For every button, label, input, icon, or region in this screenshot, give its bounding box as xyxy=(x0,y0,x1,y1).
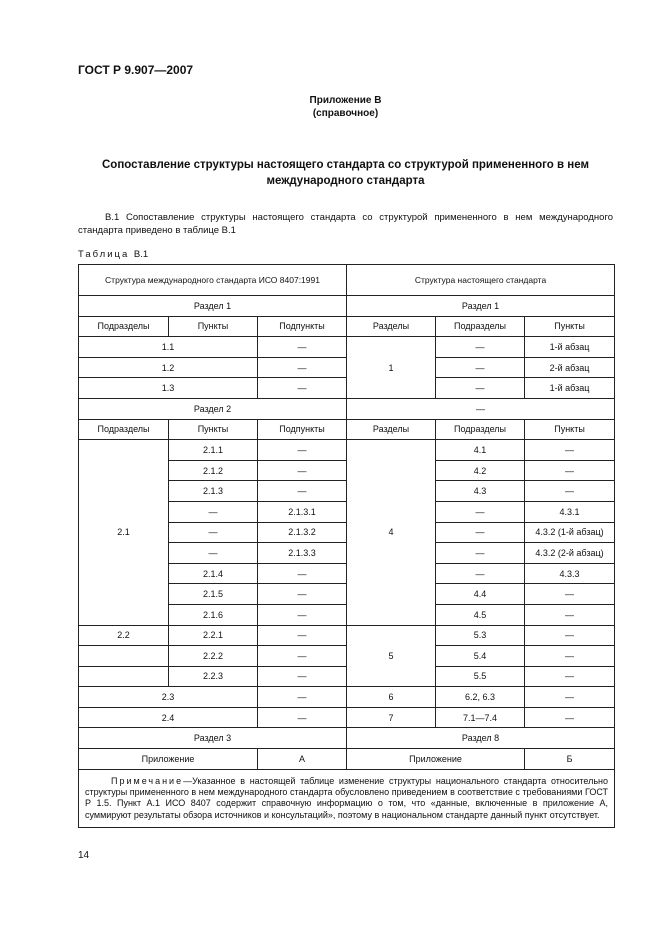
table-row xyxy=(79,625,615,646)
standard-header: ГОСТ Р 9.907—2007 xyxy=(78,63,194,77)
table-cell: 2.1.2 xyxy=(169,460,258,481)
table-cell: — xyxy=(258,625,347,646)
note-text: —Указанное в настоящей таблице изменение структуры национального стандарта относительно структуры примененного в нем международного стандарта обусловлено приведением в соответствие с требованиями ГОСТ Р 1.5. Пункт А.1 ИСО 8407 содержит справочную информацию о том, что «данные, включенные в приложение А, суммируют результаты обзора источников и консультаций», поэтому в национальном стандарте данный пункт отсутствует. xyxy=(85,775,609,820)
header-left: Структура международного стандарта ИСО 8407:1991 xyxy=(79,265,347,296)
section-row xyxy=(79,398,615,419)
section-cell: Раздел 3 xyxy=(79,728,347,749)
column-header: Подразделы xyxy=(79,419,169,440)
table-row xyxy=(79,687,615,708)
appendix-row xyxy=(79,749,615,770)
table-cell: 7 xyxy=(347,707,436,728)
table-cell: 2.1.3.2 xyxy=(258,522,347,543)
table-cell: — xyxy=(258,440,347,461)
table-caption-word: Таблица xyxy=(78,249,130,260)
document-title-line2: международного стандарта xyxy=(266,175,425,187)
table-cell: 4.3.3 xyxy=(525,563,615,584)
table-row xyxy=(79,440,615,461)
table-cell: 1.2 xyxy=(79,357,258,378)
column-header: Разделы xyxy=(347,419,436,440)
appendix-label: Приложение xyxy=(79,749,258,770)
table-cell: 5 xyxy=(347,625,436,687)
table-cell: 1-й абзац xyxy=(525,378,615,399)
table-cell: — xyxy=(525,460,615,481)
column-header-row xyxy=(79,316,615,337)
table-cell: — xyxy=(258,337,347,358)
section-cell: Раздел 2 xyxy=(79,398,347,419)
column-header: Разделы xyxy=(347,316,436,337)
table-header-row xyxy=(79,265,615,296)
table-row xyxy=(79,337,615,358)
table-cell: 4.2 xyxy=(436,460,525,481)
column-header: Подразделы xyxy=(436,419,525,440)
section-row xyxy=(79,296,615,317)
column-header: Пункты xyxy=(525,316,615,337)
table-cell: — xyxy=(258,646,347,667)
table-cell: — xyxy=(525,646,615,667)
table-cell: 5.3 xyxy=(436,625,525,646)
table-cell: — xyxy=(525,707,615,728)
table-cell: — xyxy=(436,357,525,378)
table-cell xyxy=(79,666,169,687)
table-cell: 5.5 xyxy=(436,666,525,687)
section-cell: — xyxy=(347,398,615,419)
table-cell: 4.5 xyxy=(436,604,525,625)
table-cell: 2.2.2 xyxy=(169,646,258,667)
note-prefix: Примечание xyxy=(111,775,184,786)
table-cell: 2.1.6 xyxy=(169,604,258,625)
table-cell: 1 xyxy=(347,337,436,399)
table-cell: 2.1.5 xyxy=(169,584,258,605)
table-cell: — xyxy=(525,604,615,625)
table-cell: 2.4 xyxy=(79,707,258,728)
table-cell: 4.3.2 (1-й абзац) xyxy=(525,522,615,543)
appendix-label: Приложение xyxy=(347,749,525,770)
table-cell: 2.2.3 xyxy=(169,666,258,687)
table-cell: — xyxy=(436,522,525,543)
table-cell: 2.1.3.3 xyxy=(258,543,347,564)
table-note xyxy=(79,769,615,828)
table-cell: 2.1.3.1 xyxy=(258,501,347,522)
header-right: Структура настоящего стандарта xyxy=(347,265,615,296)
table-cell: 2.2 xyxy=(79,625,169,646)
table-cell: — xyxy=(169,501,258,522)
table-cell: 1.3 xyxy=(79,378,258,399)
table-cell: — xyxy=(525,584,615,605)
page-number: 14 xyxy=(78,850,90,861)
column-header-row xyxy=(79,419,615,440)
table-cell: 2.1.1 xyxy=(169,440,258,461)
table-cell xyxy=(79,646,169,667)
column-header: Пункты xyxy=(169,419,258,440)
section-cell: Раздел 8 xyxy=(347,728,615,749)
table-cell: — xyxy=(258,707,347,728)
appendix-letter: А xyxy=(258,749,347,770)
table-cell: — xyxy=(525,687,615,708)
table-cell: — xyxy=(525,625,615,646)
table-cell: — xyxy=(258,460,347,481)
table-cell: 4.3.1 xyxy=(525,501,615,522)
table-cell: — xyxy=(436,337,525,358)
table-cell: 4.1 xyxy=(436,440,525,461)
table-cell: 5.4 xyxy=(436,646,525,667)
table-row xyxy=(79,707,615,728)
table-cell: 2.3 xyxy=(79,687,258,708)
column-header: Пункты xyxy=(169,316,258,337)
annex-title: Приложение В xyxy=(309,95,382,106)
table-cell: 4.4 xyxy=(436,584,525,605)
table-cell: 2.1.4 xyxy=(169,563,258,584)
note-row xyxy=(79,769,615,828)
table-cell: — xyxy=(436,378,525,399)
annex-type: (справочное) xyxy=(312,108,379,119)
document-title-line1: Сопоставление структуры настоящего стандарта со структурой примененного в нем xyxy=(102,159,589,171)
table-cell: — xyxy=(258,584,347,605)
table-cell: 2.1 xyxy=(79,440,169,625)
table-cell: 4 xyxy=(347,440,436,625)
table-cell: — xyxy=(169,543,258,564)
table-cell: — xyxy=(436,543,525,564)
intro-paragraph: В.1 Сопоставление структуры настоящего стандарта со структурой примененного в нем международного стандарта приведено в таблице В.1 xyxy=(78,212,613,236)
table-cell: 2-й абзац xyxy=(525,357,615,378)
table-cell: 1.1 xyxy=(79,337,258,358)
table-cell: — xyxy=(258,481,347,502)
table-cell: — xyxy=(436,501,525,522)
column-header: Пункты xyxy=(525,419,615,440)
table-cell: — xyxy=(258,563,347,584)
table-cell: — xyxy=(436,563,525,584)
section-cell: Раздел 1 xyxy=(347,296,615,317)
table-cell: — xyxy=(258,357,347,378)
column-header: Подразделы xyxy=(436,316,525,337)
table-caption-number: В.1 xyxy=(133,249,149,260)
column-header: Подразделы xyxy=(79,316,169,337)
section-cell: Раздел 1 xyxy=(79,296,347,317)
table-cell: — xyxy=(258,604,347,625)
table-cell: — xyxy=(169,522,258,543)
table-cell: 6.2, 6.3 xyxy=(436,687,525,708)
table-cell: — xyxy=(258,687,347,708)
table-cell: — xyxy=(525,666,615,687)
table-caption xyxy=(78,249,148,260)
section-row xyxy=(79,728,615,749)
table-cell: 1-й абзац xyxy=(525,337,615,358)
table-cell: — xyxy=(258,378,347,399)
table-cell: 4.3.2 (2-й абзац) xyxy=(525,543,615,564)
column-header: Подпункты xyxy=(258,316,347,337)
table-cell: 2.1.3 xyxy=(169,481,258,502)
comparison-table xyxy=(78,264,615,828)
table-cell: 6 xyxy=(347,687,436,708)
document-title xyxy=(78,157,613,189)
table-cell: — xyxy=(525,440,615,461)
table-cell: — xyxy=(258,666,347,687)
table-cell: 7.1—7.4 xyxy=(436,707,525,728)
appendix-letter: Б xyxy=(525,749,615,770)
table-cell: 2.2.1 xyxy=(169,625,258,646)
table-cell: 4.3 xyxy=(436,481,525,502)
table-cell: — xyxy=(525,481,615,502)
column-header: Подпункты xyxy=(258,419,347,440)
